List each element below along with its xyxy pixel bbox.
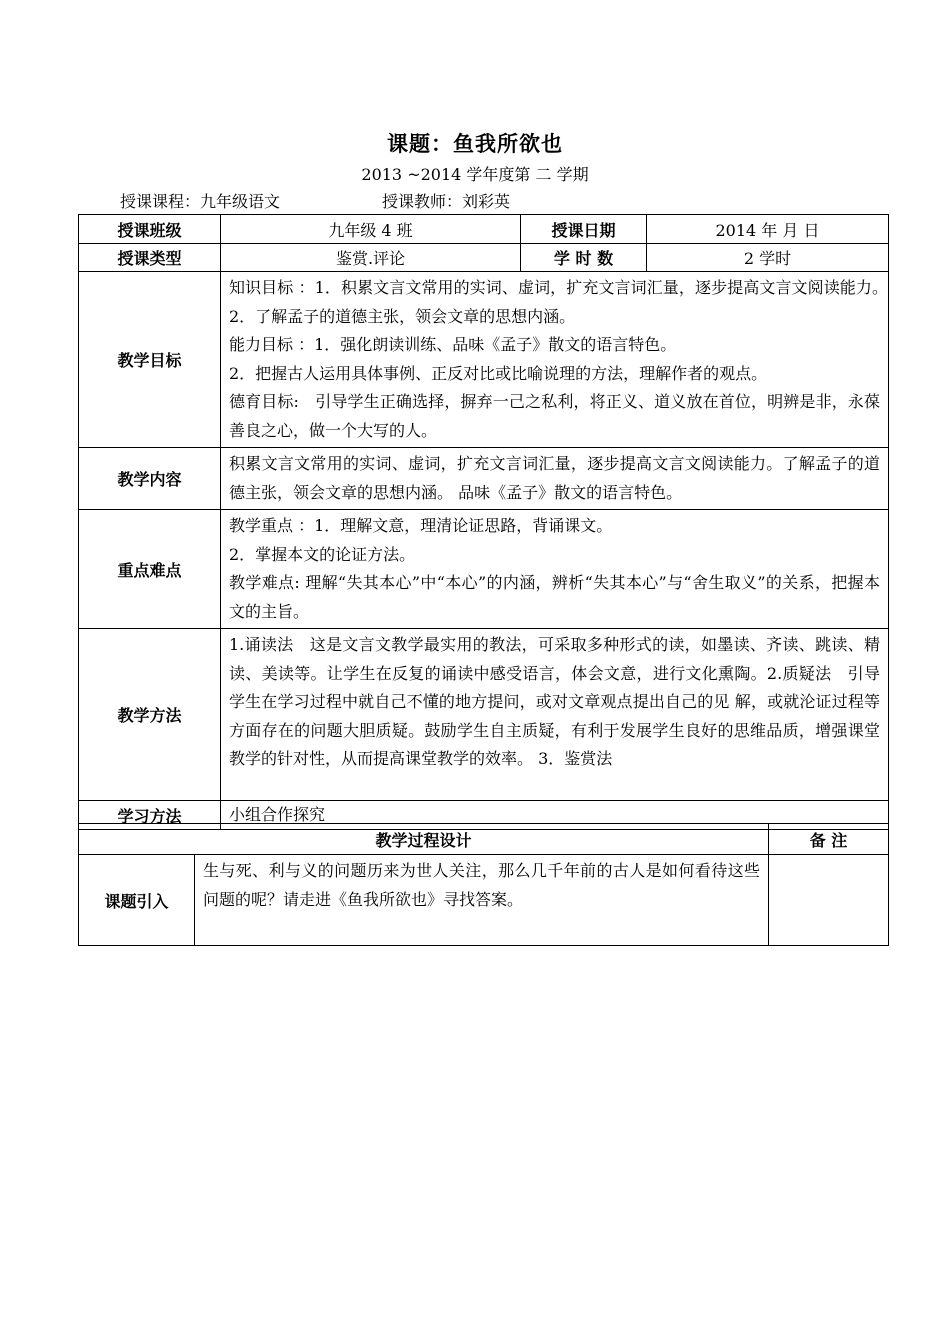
content-label: 教学内容 (79, 448, 221, 510)
term-subtitle: 2013 ~2014 学年度第 二 学期 (361, 165, 589, 184)
keypoints-label: 重点难点 (79, 510, 221, 629)
process-header-row (79, 824, 889, 855)
goals-label: 教学目标 (79, 272, 221, 448)
goals-moral: 德育目标: 引导学生正确选择，摒弃一己之私利，将正义、道义放在首位，明辨是非，永葆善良之心，做一个大写的人。 (229, 392, 880, 440)
intro-notes (769, 855, 889, 946)
goals-knowledge: 知识目标 ：1．积累文言文常用的实词、虚词，扩充文言词汇量，逐步提高文言文阅读能力。 2．了解孟子的道德主张，领会文章的思想内涵。 (229, 278, 897, 326)
method-text: 1.诵读法 这是文言文教学最实用的教法，可采取多种形式的读，如墨读、齐读、跳读、精读、美读等。让学生在反复的诵读中感受语言，体会文意，进行文化熏陶。2.质疑法 引导学生在学习过程中就自己不懂的地方提问，或对文章观点提出自己的见 解，或就沦证过程等方面存在的问题大胆质疑。鼓励学生自主质疑，有利于发展学生良好的思维品质，增强课堂教学的针对性，从而提高课堂教学的效率。 3．鉴赏法 (221, 629, 889, 801)
class-value: 九年级 4 班 (221, 215, 521, 244)
keypoints-content (221, 510, 889, 629)
method-label: 教学方法 (79, 629, 221, 801)
type-row (79, 244, 889, 272)
class-row (79, 215, 889, 244)
goals-ability-2: 2．把握古人运用具体事例、正反对比或比喻说理的方法，理解作者的观点。 (229, 363, 768, 383)
type-label: 授课类型 (79, 244, 221, 272)
teacher-info (382, 189, 510, 212)
teacher-label: 授课教师： (382, 192, 463, 211)
class-label: 授课班级 (79, 215, 221, 244)
intro-text: 生与死、利与义的问题历来为世人关注，那么几千年前的古人是如何看待这些问题的呢？请走进《鱼我所欲也》寻找答案。 (195, 855, 769, 946)
lesson-plan-table (78, 214, 897, 830)
date-label: 授课日期 (521, 215, 647, 244)
goals-content (221, 272, 897, 448)
page-title: 课题：鱼我所欲也 (387, 132, 563, 156)
course-value: 九年级语文 (200, 192, 281, 211)
course-info (120, 189, 280, 212)
keypoint-focus-2: 2．掌握本文的论证方法。 (229, 544, 416, 564)
content-row (79, 448, 889, 510)
process-header: 教学过程设计 (79, 824, 769, 855)
keypoints-row (79, 510, 889, 629)
study-label: 学习方法 (79, 801, 221, 830)
intro-label: 课题引入 (79, 855, 195, 946)
keypoint-focus: 教学重点 ：1．理解文意，理清论证思路，背诵课文。 (229, 516, 613, 535)
keypoint-difficulty: 教学难点: 理解“失其本心”中“本心”的内涵，辨析“失其本心”与“舍生取义”的关系，把握本文的主旨。 (229, 573, 880, 621)
hours-label: 学 时 数 (521, 244, 647, 272)
notes-header: 备 注 (769, 824, 889, 855)
teacher-value: 刘彩英 (462, 192, 511, 211)
course-label: 授课课程： (120, 192, 201, 211)
study-text: 小组合作探究 (221, 801, 889, 830)
content-text: 积累文言文常用的实词、虚词，扩充文言词汇量，逐步提高文言文阅读能力。了解孟子的道德主张，领会文章的思想内涵。 品味《孟子》散文的语言特色。 (221, 448, 889, 510)
goals-row (79, 272, 889, 448)
goals-ability-1: 能力目标 ：1．强化朗读训练、品味《孟子》散文的语言特色。 (229, 335, 677, 354)
type-value: 鉴赏.评论 (221, 244, 521, 272)
date-value: 2014 年 月 日 (647, 215, 889, 244)
hours-value: 2 学时 (647, 244, 889, 272)
process-table (78, 823, 889, 946)
intro-row (79, 855, 889, 946)
method-row (79, 629, 889, 801)
